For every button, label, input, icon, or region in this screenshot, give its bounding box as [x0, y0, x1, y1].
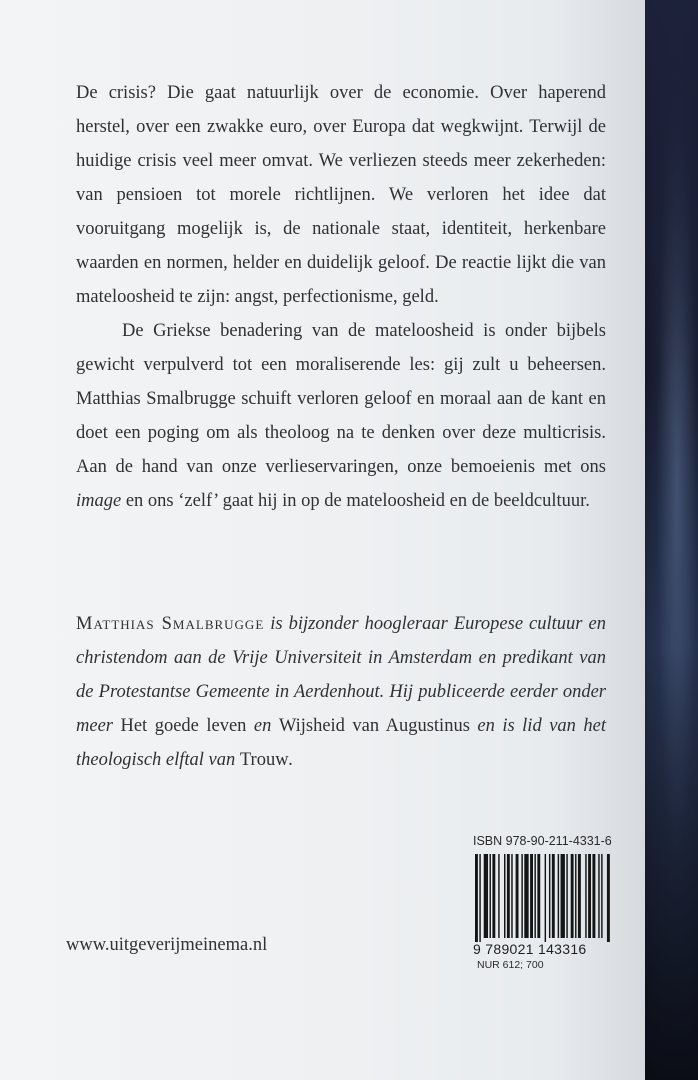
barcode-icon — [475, 854, 643, 942]
bio-text-4: . — [288, 750, 294, 770]
bio-text-3: en is lid van het theologisch elftal van — [76, 716, 606, 770]
isbn-label: ISBN 978-90-211-4331-6 — [473, 834, 612, 848]
blurb — [76, 76, 606, 518]
blurb-paragraph-2 — [76, 314, 606, 518]
book-title-2: Wijsheid van Augustinus — [278, 716, 470, 736]
bio-text-2: en — [246, 716, 279, 736]
barcode-area — [473, 834, 645, 979]
background-edge — [645, 0, 698, 1080]
blurb-paragraph-2-part-a: De Griekse benadering van de mateloosheid is onder bijbels gewicht verpulverd tot een moraliserende les: gij zult u beheersen. Matthias Smalbrugge schuift verloren geloof en moraal aan de kant en doet een poging om als theoloog na te denken over deze multicrisis. Aan de hand van onze verlieservaringen, onze bemoeienis met ons — [76, 321, 606, 477]
bio-text-1: is bijzonder hoogleraar Europese cultuur en christendom aan de Vrije Universiteit in Amsterdam en predikant van de Protestantse Gemeente in Aerdenhout. Hij publiceerde eerder onder meer — [76, 614, 606, 736]
blurb-paragraph-2-italic: image — [76, 491, 122, 511]
blurb-paragraph-2-part-b: en ons ‘zelf’ gaat hij in op de mateloosheid en de beeldcultuur. — [121, 491, 590, 511]
publisher-website: www.uitgeverijmeinema.nl — [66, 935, 268, 955]
nur-label: NUR 612; 700 — [477, 959, 544, 971]
author-name: Matthias Smalbrugge — [76, 614, 265, 634]
blurb-paragraph-1: De crisis? Die gaat natuurlijk over de economie. Over haperend herstel, over een zwakke euro, over Europa dat wegkwijnt. Terwijl de huidige crisis veel meer omvat. We verliezen steeds meer zekerheden: van pensioen tot morele richtlijnen. We verloren het idee dat vooruitgang mogelijk is, de nationale staat, identiteit, herkenbare waarden en normen, helder en duidelijk geloof. De reactie lijkt die van mateloosheid te zijn: angst, perfectionisme, geld. — [76, 83, 606, 307]
author-bio — [76, 607, 606, 777]
barcode-digits: 9 789021 143316 — [473, 941, 587, 957]
newspaper-title: Trouw — [239, 750, 289, 770]
book-title-1: Het goede leven — [120, 716, 247, 736]
